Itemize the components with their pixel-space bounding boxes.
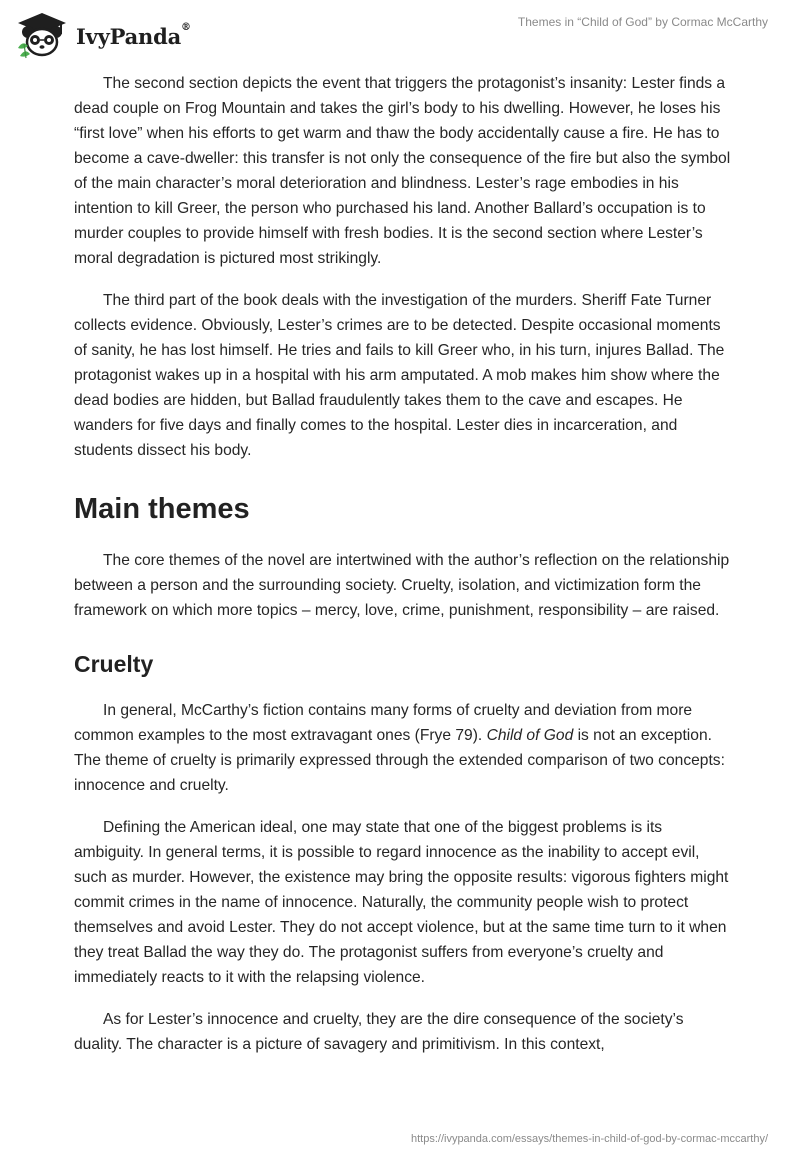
panda-graduate-icon — [14, 6, 70, 62]
source-url[interactable]: https://ivypanda.com/essays/themes-in-child-of-god-by-cormac-mccarthy/ — [410, 1133, 768, 1145]
paragraph: As for Lester’s innocence and cruelty, they are the dire consequence of the society’s duality. The character is a picture of savagery and primitivism. In this context, — [74, 1011, 684, 1053]
paragraph: The third part of the book deals with the investigation of the murders. Sheriff Fate Turner collects evidence. Obviously, Lester’s crimes are to be detected. Despite occasional moments of sanity, he has lost himself. He tries and fails to kill Greer who, in his turn, injures Ballad. The protagonist wakes up in a hospital with his arm amputated. A mob makes him show where the dead bodies are hidden, but Ballad fraudulently takes them to the cave and escapes. He wanders for five days and finally comes to the hospital. Lester dies in incarceration, and students dissect his body. — [74, 292, 725, 459]
paragraph: The core themes of the novel are intertwined with the author’s reflection on the relationship between a person and the surrounding society. Cruelty, isolation, and victimization form the framework on which more topics – mercy, love, crime, punishment, responsibility – are raised. — [74, 552, 730, 619]
paragraph: The second section depicts the event that triggers the protagonist’s insanity: Lester finds a dead couple on Frog Mountain and takes the girl’s body to his dwelling. However, he loses his “first love” when his efforts to get warm and thaw the body accidentally cause a fire. He has to become a cave-dweller: this transfer is not only the consequence of the fire but also the symbol of the main character’s moral deterioration and blindness. Lester’s rage embodies in his intention to kill Greer, the person who purchased his land. Another Ballard’s occupation is to murder couples to provide himself with fresh bodies. It is the second section where Lester’s moral degradation is pictured most strikingly. — [74, 75, 731, 267]
subsection-heading-cruelty: Cruelty — [74, 651, 154, 677]
logo-wordmark: IvyPanda® — [76, 22, 191, 49]
ivypanda-logo[interactable] — [14, 6, 214, 62]
page-header — [0, 0, 800, 70]
section-heading-main-themes: Main themes — [74, 493, 250, 525]
essay-content — [74, 71, 734, 1074]
book-title: Child of God — [486, 727, 574, 744]
paragraph: Defining the American ideal, one may state that one of the biggest problems is its ambiguity. In general terms, it is possible to regard innocence as the inability to accept evil, such as murder. However, the existence may bring the opposite results: vigorous fighters might commit crimes in the name of innocence. Naturally, the community people wish to protect themselves and avoid Lester. They do not accept violence, but at the same time turn to it when they treat Ballad the way they do. The protagonist suffers from everyone’s cruelty and immediately reacts to it with the relapsing violence. — [74, 819, 729, 986]
paragraph: In general, McCarthy’s fiction contains many forms of cruelty and deviation from more common examples to the most extravagant ones (Frye 79). Child of God is not an exception. The theme of cruelty is primarily expressed through the extended comparison of two concepts: innocence and cruelty. — [74, 702, 725, 794]
document-title: Themes in “Child of God” by Cormac McCarthy — [517, 15, 768, 29]
